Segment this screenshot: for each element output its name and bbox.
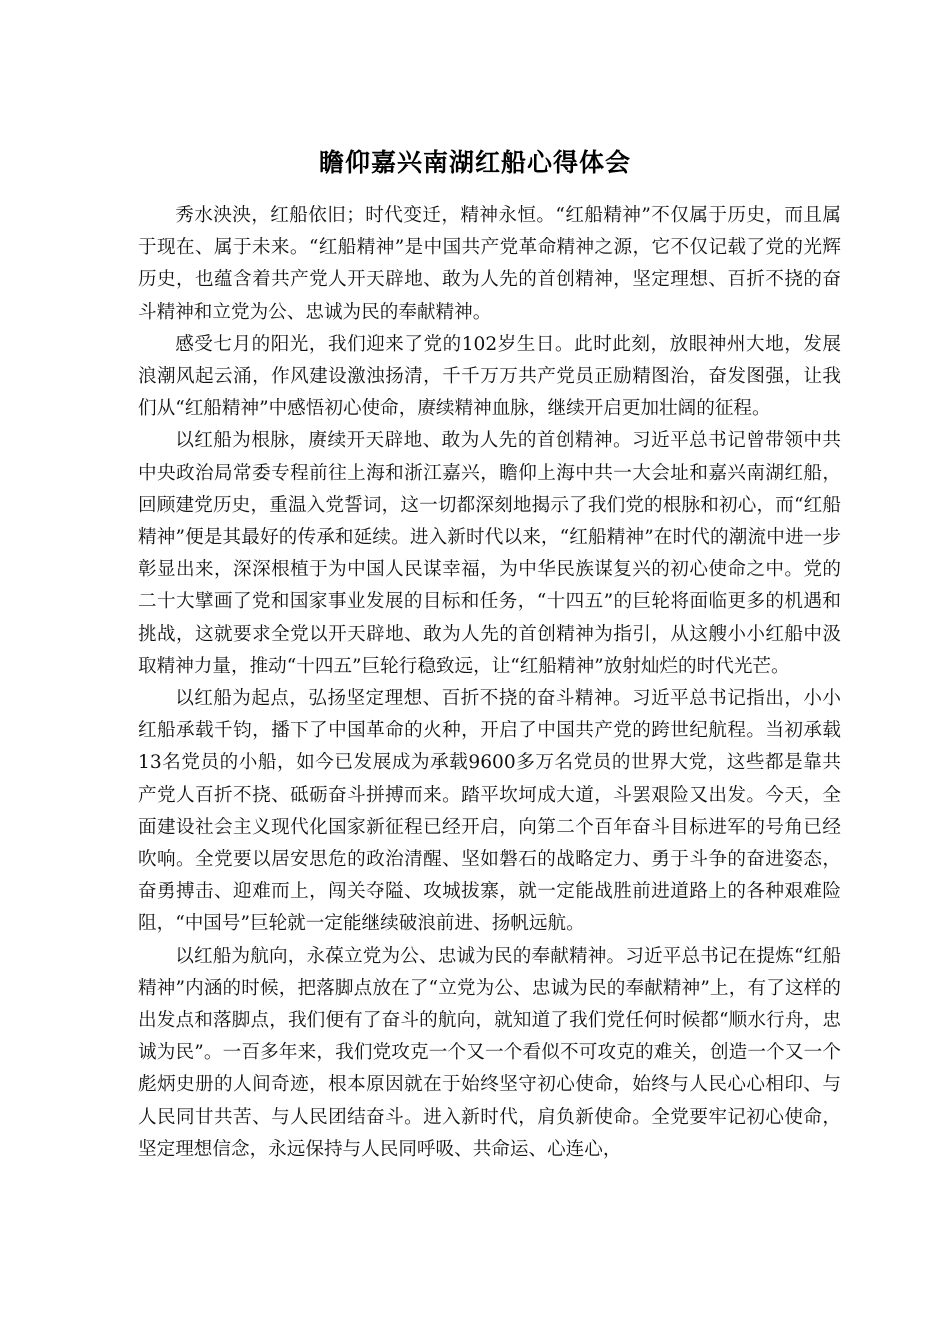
document-title: 瞻仰嘉兴南湖红船心得体会: [318, 147, 631, 177]
paragraph-4: 以红船为起点，弘扬坚定理想、百折不挠的奋斗精神。习近平总书记指出，小小红船承载千钧，播下了中国革命的火种，开启了中国共产党的跨世纪航程。当初承载13名党员的小船，如今已发展成为承载9600多万名党员的世界大党，这些都是靠共产党人百折不挠、砥砺奋斗拼搏而来。踏平坎坷成大道，斗罢艰险又出发。今天，全面建设社会主义现代化国家新征程已经开启，向第二个百年奋斗目标进军的号角已经吹响。全党要以居安思危的政治清醒、坚如磐石的战略定力、勇于斗争的奋进姿态，奋勇搏击、迎难而上，闯关夺隘、攻城拔寨，就一定能战胜前进道路上的各种艰难险阻，“中国号”巨轮就一定能继续破浪前进、扬帆远航。: [138, 688, 841, 935]
paragraph-2: 感受七月的阳光，我们迎来了党的102岁生日。此时此刻，放眼神州大地，发展浪潮风起云涌，作风建设激浊扬清，千千万万共产党员正励精图治，奋发图强，让我们从“红船精神”中感悟初心使命，赓续精神血脉，继续开启更加壮阔的征程。: [138, 333, 841, 420]
paragraph-5: 以红船为航向，永葆立党为公、忠诚为民的奉献精神。习近平总书记在提炼“红船精神”内涵的时候，把落脚点放在了“立党为公、忠诚为民的奉献精神”上，有了这样的出发点和落脚点，我们便有了奋斗的航向，就知道了我们党任何时候都“顺水行舟，忠诚为民”。一百多年来，我们党攻克一个又一个看似不可攻克的难关，创造一个又一个彪炳史册的人间奇迹，根本原因就在于始终坚守初心使命，始终与人民心心相印、与人民同甘共苦、与人民团结奋斗。进入新时代，肩负新使命。全党要牢记初心使命，坚定理想信念，永远保持与人民同呼吸、共命运、心连心，: [138, 945, 841, 1160]
paragraph-3: 以红船为根脉，赓续开天辟地、敢为人先的首创精神。习近平总书记曾带领中共中央政治局常委专程前往上海和浙江嘉兴，瞻仰上海中共一大会址和嘉兴南湖红船，回顾建党历史，重温入党誓词，这一切都深刻地揭示了我们党的根脉和初心，而“红船精神”便是其最好的传承和延续。进入新时代以来，“红船精神”在时代的潮流中进一步彰显出来，深深根植于为中国人民谋幸福，为中华民族谋复兴的初心使命之中。党的二十大擘画了党和国家事业发展的目标和任务，“十四五”的巨轮将面临更多的机遇和挑战，这就要求全党以开天辟地、敢为人先的首创精神为指引，从这艘小小红船中汲取精神力量，推动“十四五”巨轮行稳致远，让“红船精神”放射灿烂的时代光芒。: [138, 430, 841, 677]
document-body: [138, 200, 841, 1166]
paragraph-1: 秀水泱泱，红船依旧；时代变迁，精神永恒。“红船精神”不仅属于历史，而且属于现在、属于未来。“红船精神”是中国共产党革命精神之源，它不仅记载了党的光辉历史，也蕴含着共产党人开天辟地、敢为人先的首创精神，坚定理想、百折不挠的奋斗精神和立党为公、忠诚为民的奉献精神。: [138, 205, 841, 323]
